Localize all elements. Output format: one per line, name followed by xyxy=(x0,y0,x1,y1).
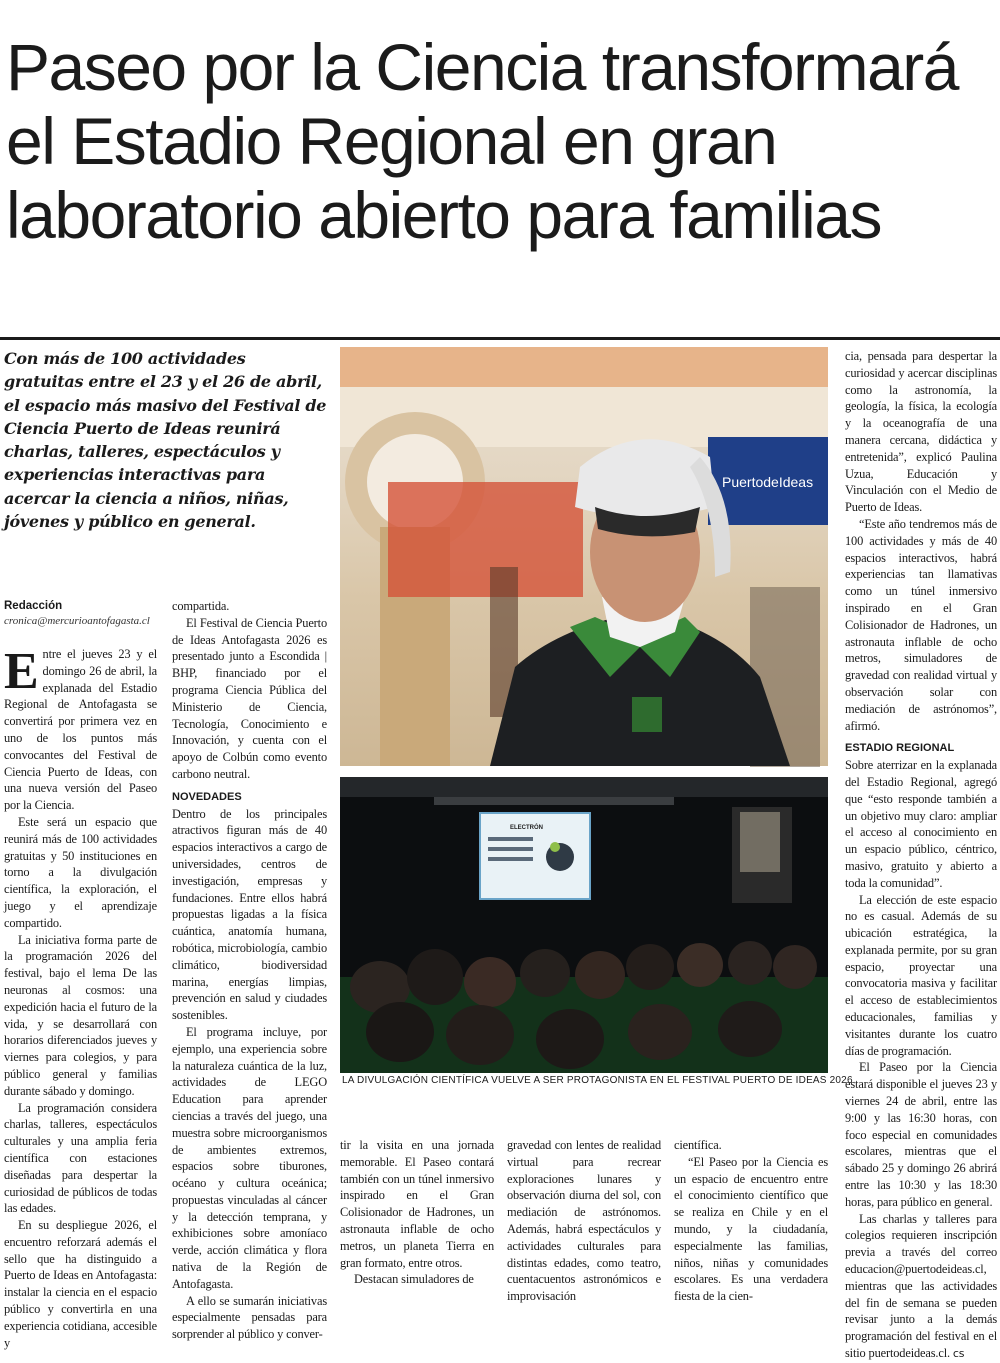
drop-cap: E xyxy=(4,643,39,700)
svg-text:ELECTRÓN: ELECTRÓN xyxy=(510,825,543,831)
paragraph: Destacan simuladores de xyxy=(354,1272,474,1287)
column-4 xyxy=(507,1137,661,1304)
paragraph: Sobre aterrizar en la explanada del Estadio Regional, agregó que “esto responde también a un objetivo muy claro: ampliar el acceso al conocimiento en un espacio público, céntrico, masivo, gratuito y abierto a toda la comunidad”. xyxy=(845,758,997,890)
paragraph: Entre el jueves 23 y el domingo 26 de abril, la explanada del Estadio Regional de Antofagasta se convertirá por primera vez en uno de los puntos más convocantes del Festival de Ciencia Puerto de Ideas, con una nueva versión del Paseo por la Ciencia. xyxy=(4,643,157,813)
headline-rule xyxy=(0,337,1000,340)
photo-vr-student xyxy=(340,347,828,766)
photo-caption: LA DIVULGACIÓN CIENTÍFICA VUELVE A SER PROTAGONISTA EN EL FESTIVAL PUERTO DE IDEAS 2026. xyxy=(342,1075,856,1086)
column-6 xyxy=(845,348,997,1361)
paragraph: Las charlas y talleres para colegios requieren inscripción previa a través del correo educacion@puertodeideas.cl, mientras que las actividades del fin de semana se pueden revisar junto a la demás programación del festival en el sitio puertodeideas.cl. cs xyxy=(845,1211,997,1361)
paragraph: El programa incluye, por ejemplo, una experiencia sobre la naturaleza cuántica de la luz, actividades de LEGO Education para aprender ciencias a través del juego, una muestra sobre microorganismos de ambientes extremos, espacios sobre tiburones, océano y cultura oceánica; propuestas vinculadas al cáncer y la detección temprana, y exhibiciones sobre amoníaco verde, acción climática y flora nativa de la Región de Antofagasta. xyxy=(172,1024,327,1291)
paragraph: El Festival de Ciencia Puerto de Ideas Antofagasta 2026 es presentado junto a Escondida | BHP, financiado por el programa Ciencia Pública del Ministerio de Ciencia, Tecnología, Conocimiento e Innovación, y cuenta con el apoyo de Colbún como evento carbono neutral. xyxy=(172,615,327,781)
paragraph: En su despliegue 2026, el encuentro reforzará además el sello que ha distinguido a Puerto de Ideas en Antofagasta: instalar la ciencia en el espacio público y convertirla en una experiencia cotidiana, accesible y xyxy=(4,1218,157,1350)
end-mark-icon: cs xyxy=(952,1347,965,1361)
paragraph: cia, pensada para despertar la curiosidad y acercar disciplinas como la astronomía, la geología, la física, la ecología y la oceanografía de una manera cercana, didáctica y entretenida”, explicó Paulina Uzua, Educación y Vinculación con el Medio de Puerto de Ideas. xyxy=(845,349,997,515)
svg-text:PuertodeIdeas: PuertodeIdeas xyxy=(722,474,814,490)
byline: Redacción xyxy=(4,600,63,612)
paragraph: Dentro de los principales atractivos figuran más de 40 espacios interactivos a cargo de universidades, centros de investigación, empresas y fundaciones. Entre ellos habrá propuestas ligadas a la física cuántica, anatomía humana, robótica, microbiología, cambio climático, biodiversidad marina, energías limpias, prevención en salud y ciudades sostenibles. xyxy=(172,806,327,1023)
paragraph: La programación considera charlas, talleres, espectáculos culturales y una amplia feria científica con estaciones diseñadas para despertar la curiosidad de públicos de todas las edades. xyxy=(4,1100,157,1216)
column-1 xyxy=(4,643,157,1350)
vr-headset-icon xyxy=(340,347,828,766)
paragraph: El Paseo por la Ciencia estará disponible el jueves 23 y viernes 24 de abril, entre las 9:00 y las 16:30 horas, con foco especial en comunidades escolares, mientras que el sábado 25 y domingo 26 abrirá entre las 10:30 y las 18:30 horas, para público en general. xyxy=(845,1060,997,1209)
paragraph: Este será un espacio que reunirá más de 100 actividades gratuitas y 50 instituciones en torno a la divulgación científica, la exploración, el juego y el aprendizaje compartido. xyxy=(4,814,157,930)
paragraph: gravedad con lentes de realidad virtual para recrear exploraciones lunares y observación diurna del sol, con mediación de astrónomos. Además, habrá espectáculos y actividades culturales para distintas edades, como teatro, cuentacuentos astronómicos e improvisación xyxy=(507,1138,661,1304)
paragraph: La elección de este espacio no es casual. Además de su ubicación estratégica, la explanada permite, por su gran espacio, proyectar una convocatoria masiva y facilitar el acceso de establecimientos educacionales, familias y visitantes durante los cuatro días de programación. xyxy=(845,892,997,1058)
column-2 xyxy=(172,598,327,1342)
paragraph: “El Paseo por la Ciencia es un espacio de encuentro entre el conocimiento científico que se realiza en Chile y en el mundo, y la ciudadanía, especialmente las familias, niños, niñas y comunidades escolares. Es una verdadera fiesta de la cien- xyxy=(674,1154,828,1304)
subhead-novedades: NOVEDADES xyxy=(172,790,242,803)
byline-email: cronica@mercurioantofagasta.cl xyxy=(4,615,150,627)
column-3 xyxy=(340,1137,494,1287)
paragraph: A ello se sumarán iniciativas especialmente pensadas para sorprender al público y conver- xyxy=(172,1293,327,1342)
projector-screen-icon xyxy=(340,777,828,1073)
paragraph: La iniciativa forma parte de la programación 2026 del festival, bajo el lema De las neuronas al cosmos: una expedición hacia el futuro de la vida, y se desarrollará con horarios diferenciados jueves y viernes para colegios, y para público general y familias durante sábado y domingo. xyxy=(4,932,157,1098)
photo-audience-projection xyxy=(340,777,828,1073)
paragraph: “Este año tendremos más de 100 actividades y más de 40 espacios interactivos, habrá experiencias tan llamativas como un túnel inmersivo inspirado en el Gran Colisionador de Hadrones, un astronauta inflable de ocho metros, simuladores de gravedad con realidad virtual y observación solar con mediación de astrónomos”, afirmó. xyxy=(845,516,997,733)
column-5 xyxy=(674,1137,828,1304)
headline: Paseo por la Ciencia transformará el Estadio Regional en gran laboratorio abierto para familias xyxy=(6,30,958,252)
lead-paragraph: Con más de 100 actividades gratuitas entre el 23 y el 26 de abril, el espacio más masivo del Festival de Ciencia Puerto de Ideas reunirá charlas, talleres, espectáculos y experiencias interactivas para acercar la ciencia a niños, niñas, jóvenes y público en general. xyxy=(4,349,327,532)
paragraph: tir la visita en una jornada memorable. El Paseo contará también con un túnel inmersivo inspirado en el Gran Colisionador de Hadrones, un astronauta inflable de ocho metros, un planeta Tierra en gran formato, entre otros. xyxy=(340,1138,494,1270)
subhead-estadio-regional: ESTADIO REGIONAL xyxy=(845,742,955,755)
paragraph: científica. xyxy=(674,1138,722,1152)
paragraph: compartida. xyxy=(172,599,230,613)
